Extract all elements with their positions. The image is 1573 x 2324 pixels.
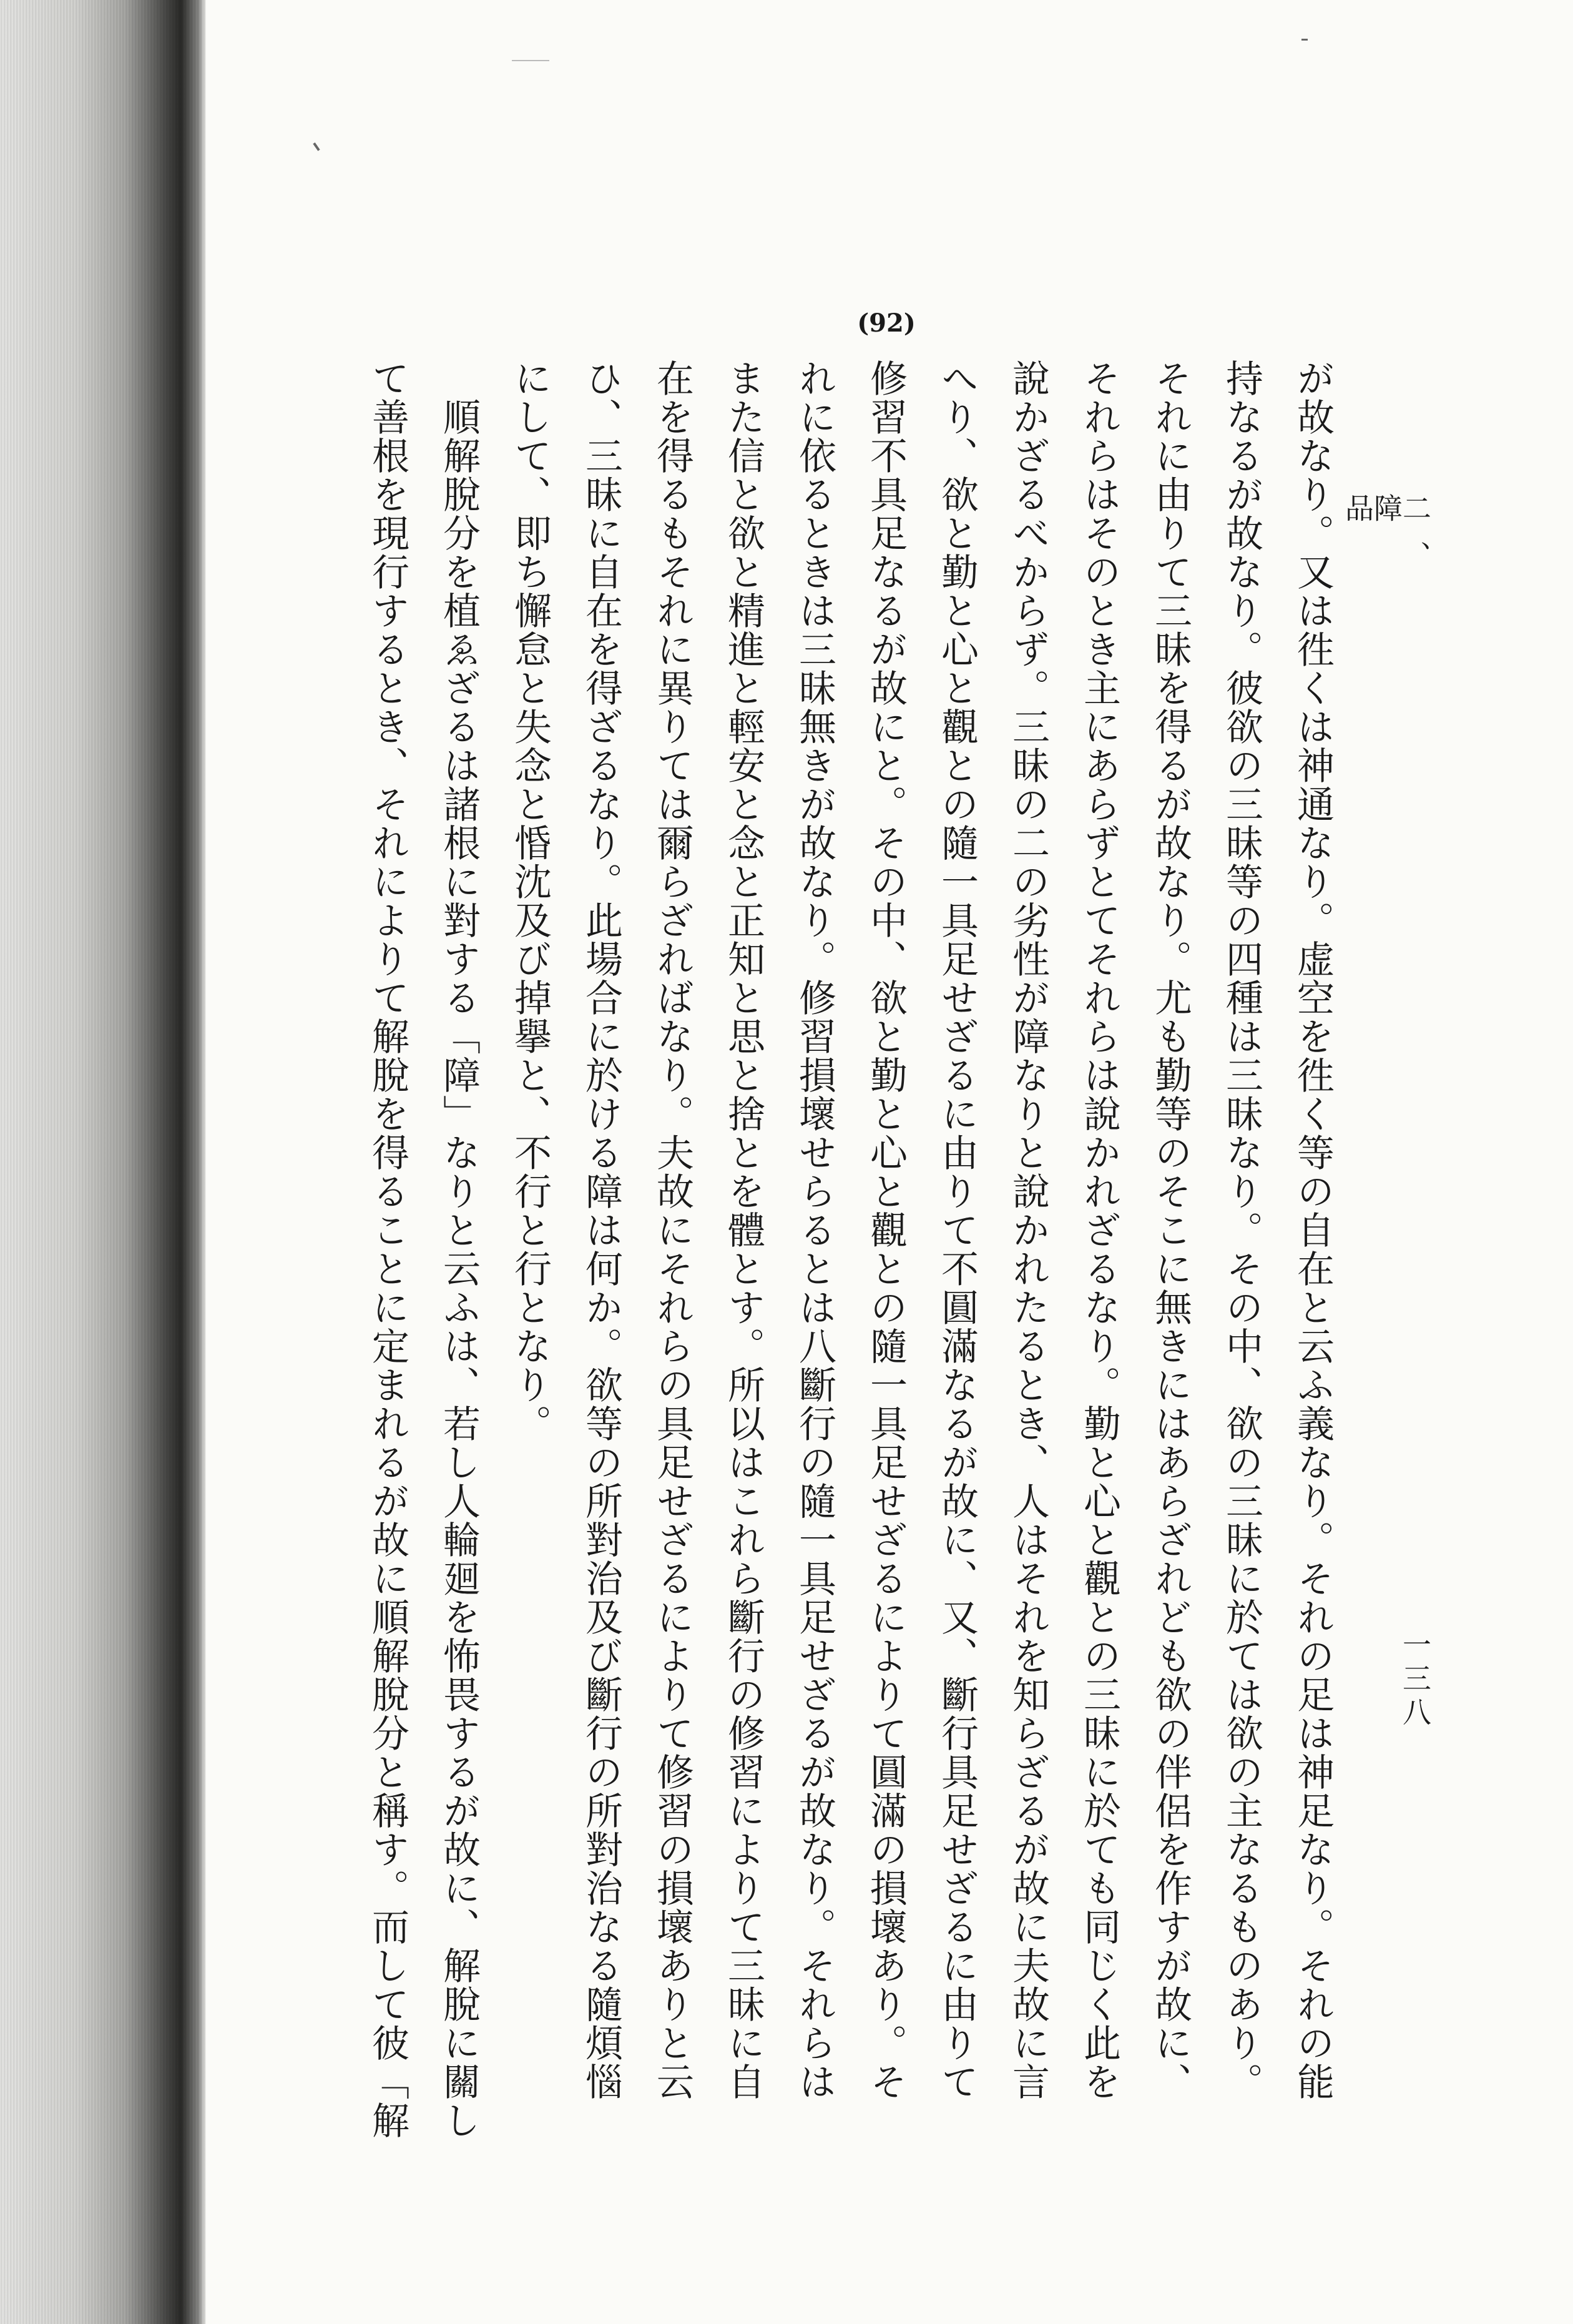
text-line: 持なるが故なり。彼欲の三昧等の四種は三昧なり。その中、欲の三昧に於ては欲の主なるものあり。 — [1220, 359, 1263, 2101]
body-text — [366, 359, 1348, 2140]
text-line: また信と欲と精進と輕安と念と正知と思と捨とを體とす。所以はこれら斷行の修習によりて三昧に自 — [722, 359, 765, 2101]
text-line: れに依るときは三昧無きが故なり。修習損壞せらるとは八斷行の隨一具足せざるが故なり。それらは — [793, 359, 836, 2101]
text-line: 順解脫分を植ゑざるは諸根に對する「障」なりと云ふは、若し人輪廻を怖畏するが故に、解脫に關し — [437, 359, 481, 2140]
binding-edge-shadow — [0, 0, 206, 2324]
text-line: が故なり。又は徃くは神通なり。虚空を徃く等の自在と云ふ義なり。それの足は神足なり。それの能 — [1291, 359, 1335, 2101]
page-number: 一三八 — [1398, 1630, 1432, 1731]
text-line: それに由りて三昧を得るが故なり。尤も勤等のそこに無きにはあらざれども欲の伴侶を作すが故に、 — [1149, 359, 1192, 2101]
text-line: ひ、三昧に自在を得ざるなり。此場合に於ける障は何か。欲等の所對治及び斷行の所對治なる隨煩惱 — [579, 359, 623, 2101]
text-line: それらはそのとき主にあらずとてそれらは說かれざるなり。勤と心と觀との三昧に於ても同じく此を — [1077, 359, 1121, 2101]
text-line: て善根を現行するとき、それによりて解脫を得ることに定まれるが故に順解脫分と稱す。而して彼「解 — [366, 359, 409, 2140]
scan-speck — [313, 142, 320, 151]
text-line: 說かざるべからず。三昧の二の劣性が障なりと說かれたるとき、人はそれを知らざるが故に夫故に言 — [1006, 359, 1050, 2101]
text-line: 修習不具足なるが故にと。その中、欲と勤と心と觀との隨一具足せざるによりて圓滿の損壞あり。そ — [864, 359, 908, 2101]
text-line: 在を得るもそれに異りては爾らざればなり。夫故にそれらの具足せざるによりて修習の損壞ありと云 — [650, 359, 694, 2101]
text-line: にして、即ち懈怠と失念と惛沈及び掉擧と、不行と行となり。 — [508, 359, 552, 1443]
scan-number: (92) — [857, 308, 916, 338]
text-line: へり、欲と勤と心と觀との隨一具足せざるに由りて不圓滿なるが故に、又、斷行具足せざるに由りて — [935, 359, 979, 2101]
scan-speck — [1301, 39, 1308, 41]
running-head: 二、障 品 — [1341, 493, 1432, 588]
scan-speck — [512, 60, 549, 61]
